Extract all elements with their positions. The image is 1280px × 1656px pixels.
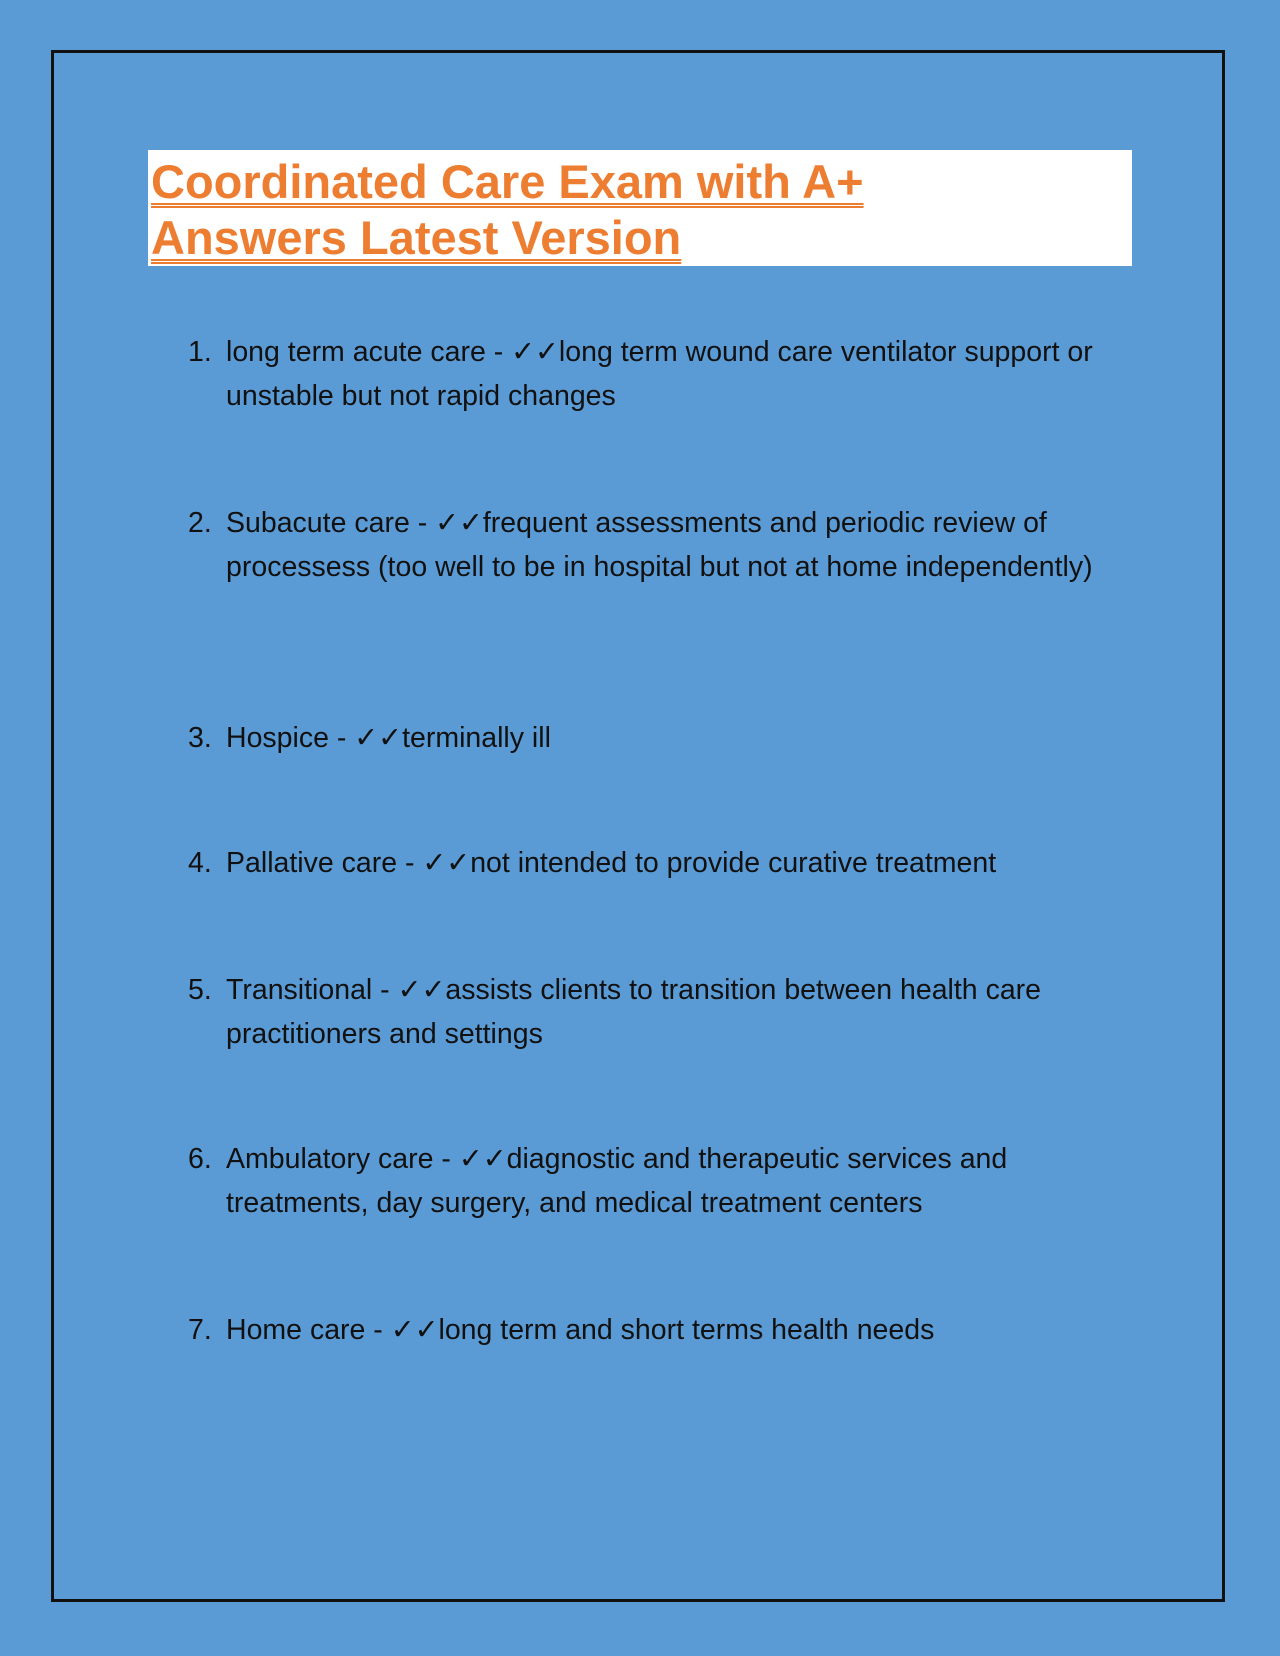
item-term: Hospice - — [226, 722, 355, 754]
page-border — [51, 50, 1225, 1602]
check-mark-icon: ✓✓ — [422, 846, 471, 879]
item-number: 4. — [188, 847, 212, 879]
item-number: 1. — [188, 336, 212, 368]
item-answer: frequent assessments and periodic review of processess (too well to be in hospital but not at home independently) — [226, 507, 1093, 583]
item-number: 7. — [188, 1314, 212, 1346]
check-mark-icon: ✓✓ — [390, 1313, 439, 1346]
item-body — [226, 1308, 1128, 1352]
item-body — [226, 501, 1128, 589]
check-mark-icon: ✓✓ — [458, 1142, 507, 1175]
item-term: Pallative care - — [226, 847, 423, 879]
check-mark-icon: ✓✓ — [397, 973, 446, 1006]
item-number: 6. — [188, 1143, 212, 1175]
item-answer: long term and short terms health needs — [438, 1314, 935, 1346]
item-answer: assists clients to transition between health care practitioners and settings — [226, 974, 1042, 1050]
list-item — [188, 716, 1128, 760]
document-title-line-1: Coordinated Care Exam with A+ — [151, 155, 864, 208]
item-term: Subacute care - — [226, 507, 436, 539]
item-body — [226, 1137, 1128, 1225]
item-body — [226, 330, 1128, 418]
item-term: Home care - — [226, 1314, 391, 1346]
item-answer: long term wound care ventilator support or unstable but not rapid changes — [226, 336, 1093, 412]
item-number: 5. — [188, 974, 212, 1006]
item-term: Transitional - — [226, 974, 398, 1006]
check-mark-icon: ✓✓ — [354, 721, 403, 754]
item-answer: not intended to provide curative treatment — [470, 847, 997, 879]
list-item — [188, 968, 1128, 1056]
item-answer: diagnostic and therapeutic services and treatments, day surgery, and medical treatment centers — [226, 1143, 1008, 1219]
check-mark-icon: ✓✓ — [435, 506, 483, 539]
list-item — [188, 1308, 1128, 1352]
list-item — [188, 330, 1128, 418]
list-item — [188, 1137, 1128, 1225]
title-box — [148, 150, 1132, 266]
item-answer: terminally ill — [402, 722, 551, 754]
item-body — [226, 716, 1128, 760]
item-term: long term acute care - — [226, 336, 512, 368]
item-body — [226, 968, 1128, 1056]
item-body — [226, 841, 1128, 885]
check-mark-icon: ✓✓ — [511, 335, 559, 368]
document-title-line-2: Answers Latest Version — [151, 211, 682, 264]
list-item — [188, 501, 1128, 589]
item-number: 3. — [188, 722, 212, 754]
list-item — [188, 841, 1128, 885]
item-number: 2. — [188, 507, 212, 539]
item-term: Ambulatory care - — [226, 1143, 459, 1175]
